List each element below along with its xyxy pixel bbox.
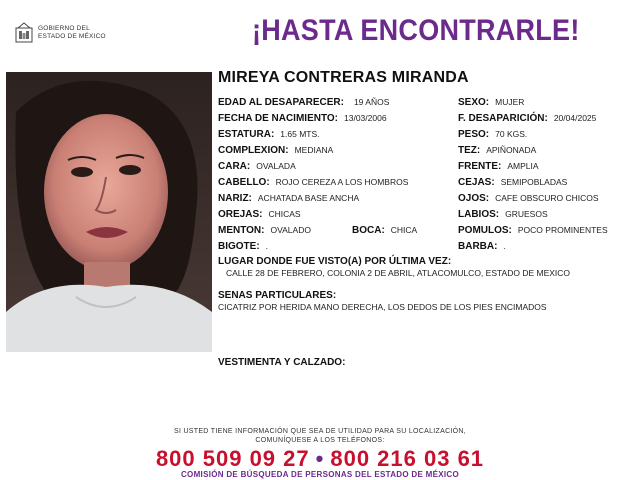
field-cara	[218, 160, 296, 173]
field-nacimiento	[218, 112, 387, 125]
field-value: OVALADO	[270, 225, 311, 235]
field-value: OVALADA	[256, 161, 296, 171]
field-value: ROJO CEREZA A LOS HOMBROS	[275, 177, 409, 187]
field-boca	[352, 224, 417, 237]
field-edad	[218, 96, 389, 109]
field-label: COMPLEXION:	[218, 145, 289, 156]
field-label: TEZ:	[458, 145, 481, 156]
field-label: CEJAS:	[458, 177, 495, 188]
marks-value: CICATRIZ POR HERIDA MANO DERECHA, LOS DEDOS DE LOS PIES ENCIMADOS	[218, 302, 547, 312]
field-value: GRUESOS	[505, 209, 548, 219]
field-label: POMULOS:	[458, 225, 512, 236]
field-value: MEDIANA	[294, 145, 334, 155]
field-label: BIGOTE:	[218, 241, 260, 252]
field-tez	[458, 144, 536, 157]
field-label: NARIZ:	[218, 193, 252, 204]
state-seal-icon	[14, 22, 34, 44]
field-cejas	[458, 176, 567, 189]
phone-separator: •	[315, 446, 325, 471]
portrait-illustration	[6, 72, 212, 352]
footer-info-line1: SI USTED TIENE INFORMACIÓN QUE SEA DE UTILIDAD PARA SU LOCALIZACIÓN,	[173, 428, 467, 435]
field-value: 19 AÑOS	[353, 97, 390, 107]
field-label: OJOS:	[458, 193, 490, 204]
field-value: APIÑONADA	[486, 145, 537, 155]
field-label: ESTATURA:	[218, 129, 275, 140]
field-sexo	[458, 96, 524, 109]
field-orejas	[218, 208, 301, 221]
marks-label: SENAS PARTICULARES:	[218, 290, 337, 301]
field-estatura	[218, 128, 320, 141]
field-label: BARBA:	[458, 241, 498, 252]
field-value: 1.65 MTS.	[280, 129, 320, 139]
field-label: CARA:	[218, 161, 251, 172]
field-label: CABELLO:	[218, 177, 270, 188]
field-value: ACHATADA BASE ANCHA	[257, 193, 360, 203]
field-value: CHICAS	[268, 209, 301, 219]
field-value: CHICA	[390, 225, 418, 235]
field-pomulos	[458, 224, 608, 237]
field-label: F. DESAPARICIÓN:	[458, 113, 548, 124]
footer-organization: COMISIÓN DE BÚSQUEDA DE PERSONAS DEL ESTADO DE MÉXICO	[180, 470, 459, 479]
location-value: CALLE 28 DE FEBRERO, COLONIA 2 DE ABRIL, ATLACOMULCO, ESTADO DE MEXICO	[226, 268, 571, 278]
person-name: MIREYA CONTRERAS MIRANDA	[218, 69, 469, 86]
portrait-photo	[6, 72, 212, 352]
field-label: FRENTE:	[458, 161, 502, 172]
field-value: MUJER	[495, 97, 525, 107]
field-value: 70 KGS.	[495, 129, 528, 139]
phone-numbers	[0, 446, 640, 472]
field-value: SEMIPOBLADAS	[500, 177, 568, 187]
field-desaparicion	[458, 112, 596, 125]
field-value: AMPLIA	[507, 161, 539, 171]
field-label: BOCA:	[352, 225, 385, 236]
field-label: LABIOS:	[458, 209, 500, 220]
field-label: SEXO:	[458, 97, 490, 108]
field-frente	[458, 160, 539, 173]
field-ojos	[458, 192, 599, 205]
gov-name-line2: ESTADO DE MÉXICO	[38, 33, 106, 40]
field-value: .	[503, 241, 506, 251]
field-label: PESO:	[458, 129, 490, 140]
phone-number-2[interactable]: 800 216 03 61	[330, 446, 485, 471]
page-title: ¡HASTA ENCONTRARLE!	[252, 14, 580, 47]
field-label: FECHA DE NACIMIENTO:	[218, 113, 338, 124]
field-menton	[218, 224, 311, 237]
field-value: 13/03/2006	[344, 113, 387, 123]
field-label: OREJAS:	[218, 209, 263, 220]
field-peso	[458, 128, 527, 141]
phone-number-1[interactable]: 800 509 09 27	[155, 446, 310, 471]
gov-name-line1: GOBIERNO DEL	[38, 25, 90, 32]
footer-info-line2: COMUNÍQUESE A LOS TELÉFONOS:	[255, 437, 385, 444]
field-label: MENTON:	[218, 225, 265, 236]
clothing-label: VESTIMENTA Y CALZADO:	[218, 357, 346, 368]
field-cabello	[218, 176, 408, 189]
field-barba	[458, 240, 506, 253]
field-label: EDAD AL DESAPARECER:	[218, 97, 344, 108]
field-value: POCO PROMINENTES	[517, 225, 608, 235]
government-logo	[14, 22, 119, 46]
field-value: CAFE OBSCURO CHICOS	[495, 193, 599, 203]
field-labios	[458, 208, 548, 221]
location-label: LUGAR DONDE FUE VISTO(A) POR ÚLTIMA VEZ:	[218, 256, 452, 267]
field-value: 20/04/2025	[553, 113, 597, 123]
field-nariz	[218, 192, 359, 205]
field-bigote	[218, 240, 268, 253]
field-complexion	[218, 144, 333, 157]
field-value: .	[265, 241, 269, 251]
